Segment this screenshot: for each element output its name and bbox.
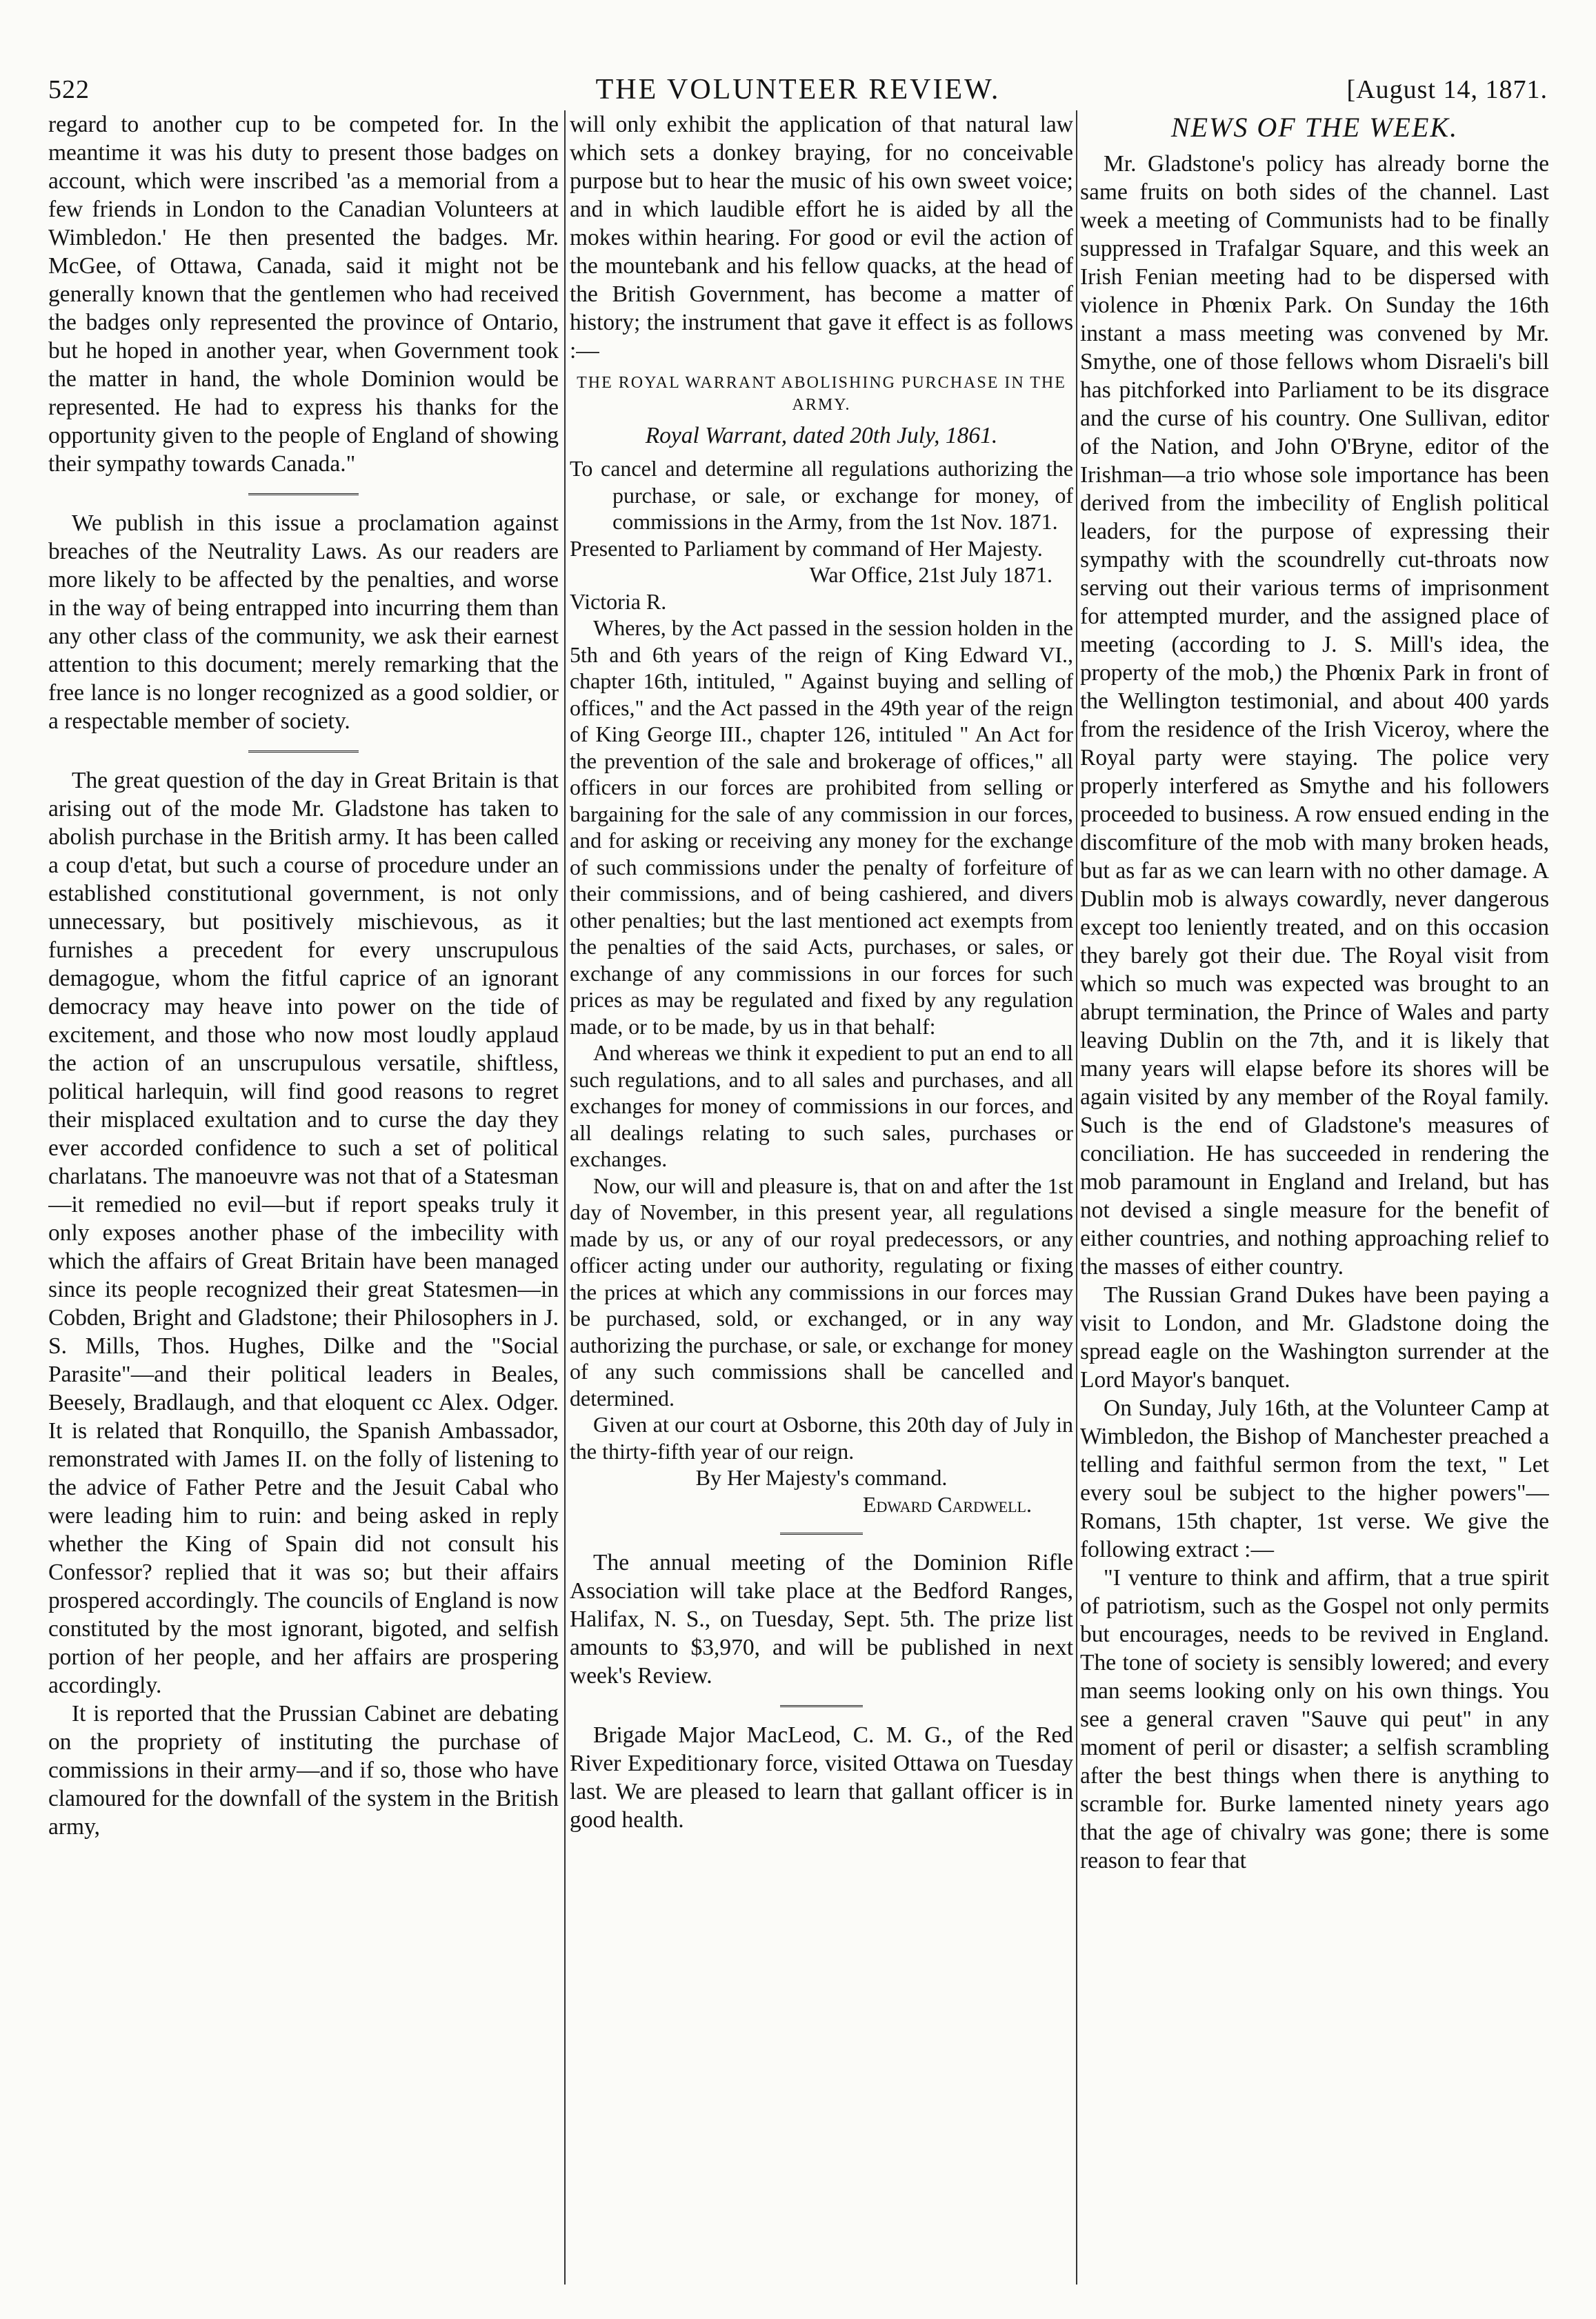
royal-warrant xyxy=(570,455,1073,1517)
column-divider xyxy=(564,110,566,2285)
warrant-paragraph: Given at our court at Osborne, this 20th day of July in the thirty-fifth year of our reign. xyxy=(570,1412,1073,1464)
warrant-paragraph: And whereas we think it expedient to put an end to all such regulations, and to all sales and purchases, and all exchanges for money of commissions in our forces, and all dealings relating to such sales, purchases or exchanges. xyxy=(570,1040,1073,1171)
column-3 xyxy=(1080,110,1549,2291)
article-paragraph: The Russian Grand Dukes have been paying a visit to London, and Mr. Gladstone doing the spread eagle on the Washington surrender at the Lord Mayor's banquet. xyxy=(1080,1282,1549,1393)
masthead xyxy=(41,69,1555,108)
page-number: 522 xyxy=(48,75,90,104)
section-heading: NEWS OF THE WEEK. xyxy=(1170,112,1459,143)
section-rule xyxy=(780,1705,863,1707)
warrant-line: Presented to Parliament by command of Her Majesty. xyxy=(570,535,1043,561)
column-1 xyxy=(48,110,559,2291)
article-paragraph: It is reported that the Prussian Cabinet are debating on the propriety of instituting the purchase of commissions in their army—and if so, those who have clamoured for the downfall of the system in the British army, xyxy=(48,1701,559,1840)
article-paragraph: will only exhibit the application of that natural law which sets a donkey braying, for no conceivable purpose but to hear the music of his own sweet voice; and in which laudible effort he is aided by all the mokes within hearing. For good or evil the action of the mountebank and his fellow quacks, at the head of the British Government, has become a matter of history; the instrument that gave it effect is as follows :— xyxy=(570,112,1073,364)
section-rule xyxy=(780,1533,863,1535)
column-divider xyxy=(1076,110,1077,2285)
article-paragraph: regard to another cup to be competed for. In the meantime it was his duty to present those badges on account, which were inscribed 'as a memorial from a few friends in London to the Canadian Volunteers at Wimbledon.' He then presented the badges. Mr. McGee, of Ottawa, Canada, said it might not be generally known that the gentlemen who had received the badges only represented the province of Ontario, but he hoped in another year, when Government took the matter in hand, the whole Dominion would be represented. He had to express his thanks for the opportunity given to the people of England of showing their sympathy towards Canada." xyxy=(48,112,559,477)
column-2 xyxy=(570,110,1073,2291)
warrant-line: Victoria R. xyxy=(570,588,667,614)
warrant-paragraph: Now, our will and pleasure is, that on and after the 1st day of November, in this present year, all regulations made by us, or any of our royal predecessors, or any officer acting under our authority, regulating or fixing the prices at which any commissions in our forces may be purchased, sold, or exchanged, or in any way authorizing the purchase, or sale, or exchange for money of any such commissions shall be cancelled and determined. xyxy=(570,1173,1073,1411)
article-paragraph: We publish in this issue a proclamation against breaches of the Neutrality Laws. As our readers are more likely to be affected by the penalties, and worse in the way of being entrapped into incurring them than any other class of the community, we ask their earnest attention to this document; merely remarking that the free lance is no longer recognized as a good soldier, or a respectable member of society. xyxy=(48,510,559,734)
warrant-paragraph: Wheres, by the Act passed in the session holden in the 5th and 6th years of the reign of King Edward VI., chapter 16th, intituled, " Against buying and selling of offices," and the Act passed in the 49th year of the reign of King George III., chapter 126, intituled " An Act for the prevention of the sale and brokerage of offices," all officers in our forces are prohibited from selling or bargaining for the sale of any commission in our forces, and for asking or receiving any money for the exchange of such commissions under the penalty of forfeiture of their commissions, and of being cashiered, and divers other penalties; but the last mentioned act exempts from the penalties of the said Acts, purchases, or sales, or exchange of any commissions in our forces for such prices as may be regulated and fixed by any regulation made, or to be made, by us in that behalf: xyxy=(570,615,1073,1039)
warrant-line: By Her Majesty's command. xyxy=(695,1465,948,1490)
issue-date: [August 14, 1871. xyxy=(1346,75,1548,104)
warrant-signature: Edward Cardwell. xyxy=(862,1491,1032,1517)
warrant-line: To cancel and determine all regulations authorizing the purchase, or sale, or exchange for money, of commissions in the Army, from the 1st Nov. 1871. xyxy=(570,456,1073,534)
warrant-dated: Royal Warrant, dated 20th July, 1861. xyxy=(645,423,998,448)
section-rule xyxy=(248,750,359,753)
article-paragraph: Brigade Major MacLeod, C. M. G., of the Red River Expeditionary force, visited Ottawa on Tuesday last. We are pleased to learn that gallant officer is in good health. xyxy=(570,1722,1073,1833)
warrant-line: War Office, 21st July 1871. xyxy=(809,562,1053,587)
warrant-heading: THE ROYAL WARRANT ABOLISHING PURCHASE IN THE ARMY. xyxy=(577,374,1066,414)
section-rule xyxy=(248,493,359,495)
article-paragraph: The great question of the day in Great Britain is that arising out of the mode Mr. Gladstone has taken to abolish purchase in the British army. It has been called a coup d'etat, but such a course of procedure under an established constitutional government, is not only unnecessary, but positively mischievous, as it furnishes a precedent for every unscrupulous demagogue, whom the fitful caprice of an ignorant democracy may heave into power on the tide of excitement, and those who now most loudly applaud the action of an unscrupulous versatile, shiftless, political harlequin, will find good reasons to regret their misplaced exultation and to curse the day they ever accorded confidence to such a set of political charlatans. The manoeuvre was not that of a Statesman—it remedied no evil—but if report speaks truly it only exposes another phase of the imbecility with which the affairs of Great Britain have been managed since its people recognized their great Statesmen—in Cobden, Bright and Gladstone; their Philosophers in J. S. Mills, Thos. Hughes, Dilke and the "Social Parasite"—and their political leaders in Beales, Beesely, Bradlaugh, and that eloquent cc Alex. Odger. It is related that Ronquillo, the Spanish Ambassador, remonstrated with James II. on the folly of listening to the advice of Father Petre and the Jesuit Cabal who were leading him to ruin: and being asked in reply whether the King of Spain did not consult his Confessor? replied that it was so; but their affairs prospered accordingly. The councils of England is now constituted by the most ignorant, bigoted, and selfish portion of her people, and her affairs are prospering accordingly. xyxy=(48,768,559,1698)
article-paragraph: "I venture to think and affirm, that a true spirit of patriotism, such as the Gospel not only permits but encourages, needs to be revived in England. The tone of society is sensibly lowered; and every man seems looking only on his own things. You see a general craven "Sauve qui peut" in any moment of peril or disaster; a selfish scrambling after the best things when there is anything to scramble for. Burke lamented ninety years ago that the age of chivalry was gone; there is some reason to fear that xyxy=(1080,1565,1549,1873)
article-paragraph: Mr. Gladstone's policy has already borne the same fruits on both sides of the channel. Last week a meeting of Communists had to be finally suppressed in Trafalgar Square, and this week an Irish Fenian meeting had to be dispersed with violence in Phœnix Park. On Sunday the 16th instant a mass meeting was convened by Mr. Smythe, one of those fellows whom Disraeli's bill has pitchforked into Parliament to be its disgrace and the curse of his country. One Sullivan, editor of the Nation, and John O'Bryne, editor of the Irishman—a trio whose sole importance has been derived from the imbecility of English political leaders, for the purpose of expressing their sympathy with the scoundrelly cut-throats now serving out their various terms of imprisonment for attempted murder, and the assigned place of meeting (according to J. S. Mill's idea, the property of the mob,) the Phœnix Park in front of the Wellington testimonial, and about 400 yards from the residence of the Irish Viceroy, where the Royal party were staying. The police very properly interfered as Smythe and his followers proceeded to business. A row ensued ending in the discomfiture of the mob with many broken heads, but as far as we can learn with no other damage. A Dublin mob is always cowardly, never dangerous except too leniently treated, and on this occasion they barely got their due. The Royal visit from which so much was expected was brought to an abrupt termination, the Prince of Wales and party leaving Dublin on the 7th, and it is likely that many years will elapse before its shores will be again visited by any member of the Royal family. Such is the end of Gladstone's measures of conciliation. He has succeeded in rendering the mob paramount in England and Ireland, but has not devised a single measure for the benefit of either countries, and nothing approaching relief to the masses of either country. xyxy=(1080,151,1549,1280)
article-paragraph: On Sunday, July 16th, at the Volunteer Camp at Wimbledon, the Bishop of Manchester preached a telling and faithful sermon from the text, " Let every soul be subject to the higher powers"—Romans, 15th chapter, 1st verse. We give the following extract :— xyxy=(1080,1395,1549,1562)
newspaper-title: THE VOLUNTEER REVIEW. xyxy=(595,74,1001,106)
article-paragraph: The annual meeting of the Dominion Rifle Association will take place at the Bedford Ranges, Halifax, N. S., on Tuesday, Sept. 5th. The prize list amounts to $3,970, and will be published in next week's Review. xyxy=(570,1550,1073,1689)
